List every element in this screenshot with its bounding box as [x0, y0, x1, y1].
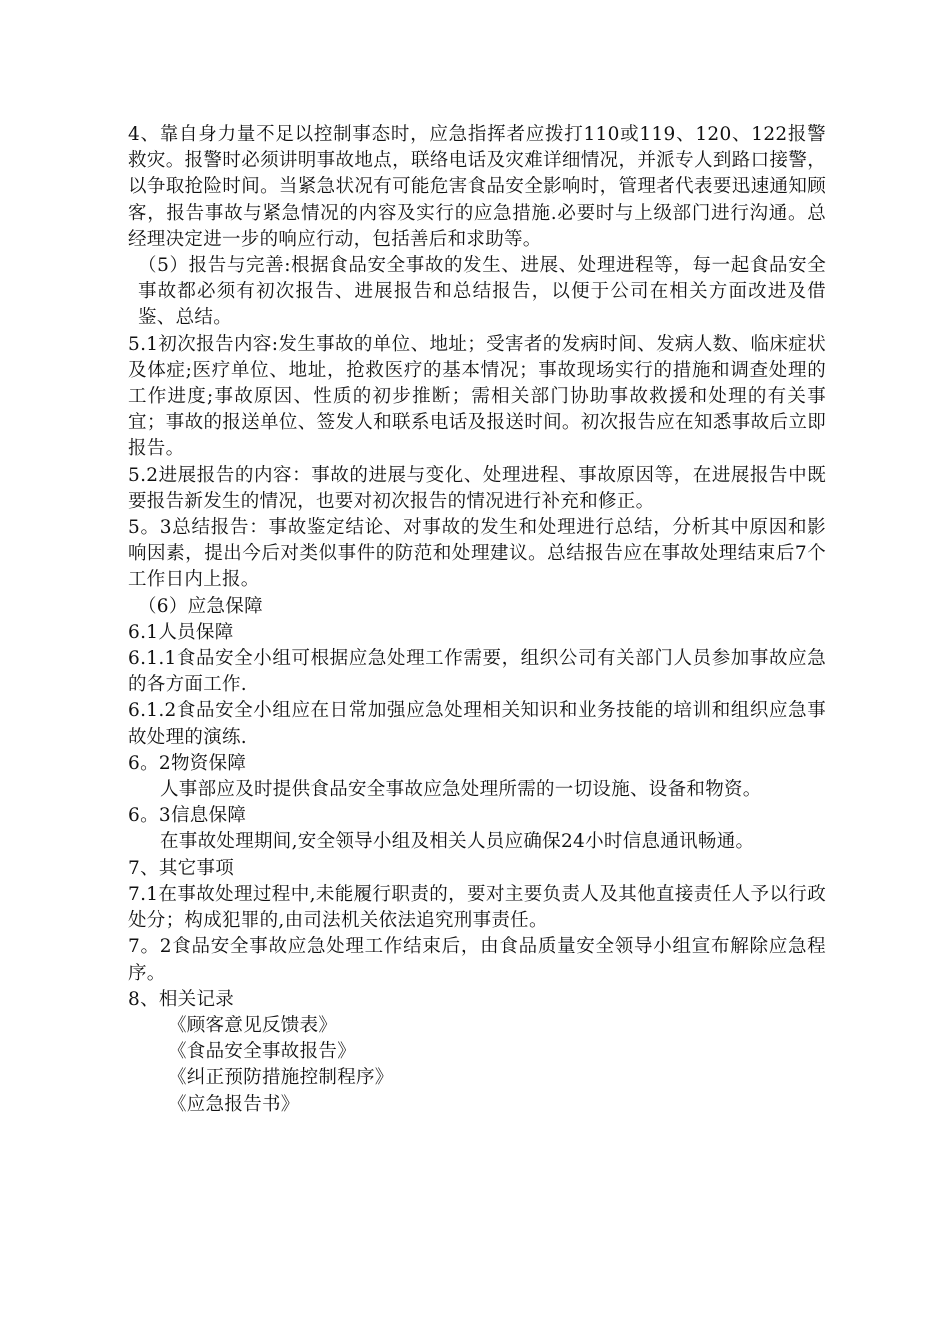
heading-emergency-support: （6）应急保障	[138, 595, 263, 617]
heading-report-and-improve: （5）报告与完善:根据食品安全事故的发生、进展、处理进程等，每一起食品安全事故都必须有初次报告、进展报告和总结报告，以便于公司在相关方面改进及借鉴、总结。	[138, 255, 826, 329]
heading-material-support: 6。2物资保障	[128, 752, 247, 774]
record-item: 《应急报告书》	[168, 1093, 300, 1115]
heading-information-support: 6。3信息保障	[128, 805, 247, 827]
paragraph-initial-report: 5.1初次报告内容:发生事故的单位、地址；受害者的发病时间、发病人数、临床症状及体症;医疗单位、地址，抢救医疗的基本情况；事故现场实行的措施和调查处理的工作进度;事故原因、性质的初步推断；需相关部门协助事故救援和处理的有关事宜；事故的报送单位、签发人和联系电话及报送时间。初次报告应在知悉事故后立即报告。	[128, 333, 826, 460]
paragraph-progress-report: 5.2进展报告的内容：事故的进展与变化、处理进程、事故原因等，在进展报告中既要报告新发生的情况，也要对初次报告的情况进行补充和修正。	[128, 464, 826, 512]
document-page	[128, 122, 826, 1118]
heading-related-records: 8、相关记录	[128, 988, 235, 1010]
record-item: 《顾客意见反馈表》	[168, 1014, 338, 1036]
paragraph-summary-report: 5。3总结报告：事故鉴定结论、对事故的发生和处理进行总结，分析其中原因和影响因素，提出今后对类似事件的防范和处理建议。总结报告应在事故处理结束后7个工作日内上报。	[128, 517, 826, 591]
paragraph-personnel-6-1-1: 6.1.1食品安全小组可根据应急处理工作需要，组织公司有关部门人员参加事故应急的各方面工作.	[128, 648, 826, 696]
paragraph-material-support: 人事部应及时提供食品安全事故应急处理所需的一切设施、设备和物资。	[160, 779, 762, 801]
paragraph-other-7-2: 7。2食品安全事故应急处理工作结束后，由食品质量安全领导小组宣布解除应急程序。	[128, 936, 826, 984]
heading-personnel-support: 6.1人员保障	[128, 621, 234, 643]
paragraph-information-support: 在事故处理期间,安全领导小组及相关人员应确保24小时信息通讯畅通。	[160, 831, 755, 853]
paragraph-other-7-1: 7.1在事故处理过程中,未能履行职责的，要对主要负责人及其他直接责任人予以行政处分；构成犯罪的,由司法机关依法追究刑事责任。	[128, 883, 826, 932]
record-item: 《纠正预防措施控制程序》	[168, 1067, 394, 1089]
paragraph-personnel-6-1-2: 6.1.2食品安全小组应在日常加强应急处理相关知识和业务技能的培训和组织应急事故处理的演练.	[128, 700, 826, 748]
paragraph-emergency-call: 4、靠自身力量不足以控制事态时，应急指挥者应拨打110或119、120、122报警救灾。报警时必须讲明事故地点，联络电话及灾难详细情况，并派专人到路口接警，以争取抢险时间。当紧急状况有可能危害食品安全影响时，管理者代表要迅速通知顾客，报告事故与紧急情况的内容及实行的应急措施.必要时与上级部门进行沟通。总经理决定进一步的响应行动，包括善后和求助等。	[128, 124, 826, 250]
record-item: 《食品安全事故报告》	[168, 1041, 357, 1063]
heading-other-matters: 7、其它事项	[128, 857, 235, 879]
